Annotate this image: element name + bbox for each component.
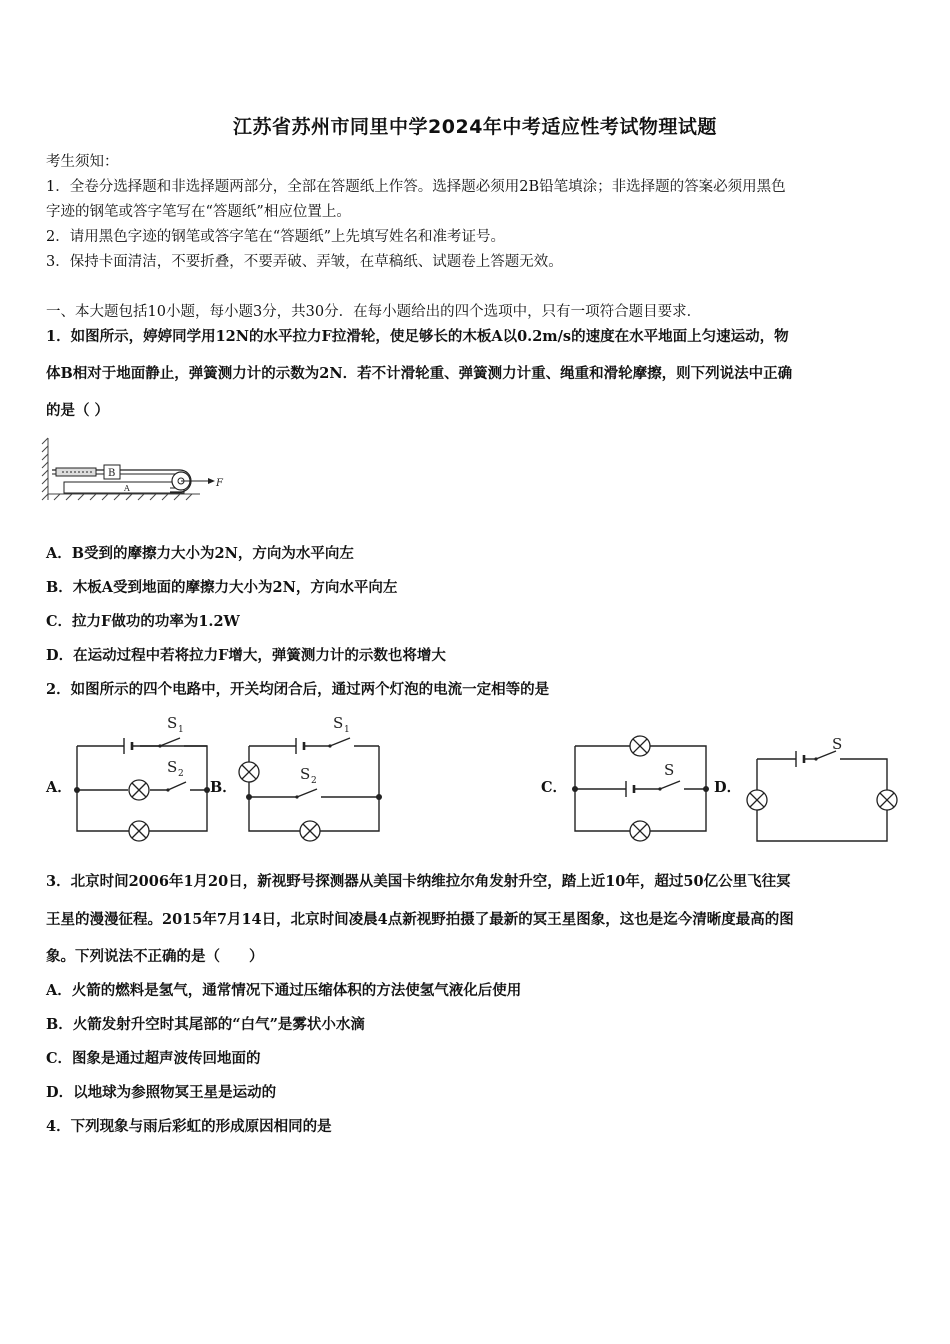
- q1-line-2: 体B相对于地面静止，弹簧测力计的示数为2N．若不计滑轮重、弹簧测力计重、绳重和滑轮摩擦，则下列说法中正确: [46, 365, 793, 382]
- circuit-c: [575, 746, 706, 831]
- q2-circuits: [0, 700, 950, 860]
- switch-label-a-s2: S: [167, 758, 178, 776]
- notice-heading: 考生须知：: [46, 154, 119, 170]
- switch-label-c-s: S: [664, 761, 675, 779]
- lamp-icon-a2: [129, 821, 149, 841]
- q1-line-1: 1．如图所示，婷婷同学用12N的水平拉力F拉滑轮，使足够长的木板A以0.2m/s的速度在水平地面上匀速运动，物: [46, 328, 789, 345]
- q1-option-d[interactable]: D．在运动过程中若将拉力F增大，弹簧测力计的示数也将增大: [46, 647, 446, 664]
- force-label: F: [216, 478, 223, 489]
- section-heading: 一、本大题包括10小题，每小题3分，共30分．在每小题给出的四个选项中，只有一项符合题目要求．: [46, 304, 702, 320]
- q4-stem: 4．下列现象与雨后彩虹的形成原因相同的是: [46, 1118, 332, 1135]
- q3-option-d[interactable]: D．以地球为参照物冥王星是运动的: [46, 1084, 277, 1101]
- q1-line-3: 的是（ ）: [46, 402, 110, 419]
- wall-hatch: [42, 438, 48, 500]
- q3-option-c[interactable]: C．图象是通过超声波传回地面的: [46, 1050, 261, 1067]
- q2-option-c-label[interactable]: C．: [541, 779, 568, 796]
- notice-item-3: 3．保持卡面清洁，不要折叠，不要弄破、弄皱，在草稿纸、试题卷上答题无效。: [46, 254, 563, 270]
- block-b-label: B: [108, 468, 116, 479]
- switch-label-b-s2: S: [300, 765, 311, 783]
- q1-option-c[interactable]: C．拉力F做功的功率为1.2W: [46, 613, 240, 630]
- q3-line-2: 王星的漫漫征程。2015年7月14日，北京时间凌晨4点新视野拍摄了最新的冥王星图象，这也是迄今清晰度最高的图: [46, 911, 794, 928]
- circuit-d: [757, 751, 887, 841]
- q3-option-b[interactable]: B．火箭发射升空时其尾部的“白气”是雾状小水滴: [46, 1016, 365, 1033]
- lamp-icon-b2: [300, 821, 320, 841]
- switch-label-b-s1: S: [333, 714, 344, 732]
- notice-item-2: 2．请用黑色字迹的钢笔或答字笔在“答题纸”上先填写姓名和准考证号。: [46, 229, 506, 245]
- switch-label-d-s: S: [832, 735, 843, 753]
- q2-option-d-label[interactable]: D．: [714, 779, 742, 796]
- lamp-icon-d1: [747, 790, 767, 810]
- lamp-icon-d2: [877, 790, 897, 810]
- svg-text:1: 1: [344, 725, 350, 735]
- q2-stem: 2．如图所示的四个电路中，开关均闭合后，通过两个灯泡的电流一定相等的是: [46, 681, 550, 698]
- q3-line-3: 象。下列说法不正确的是（ ）: [46, 948, 264, 965]
- q3-line-1: 3．北京时间2006年1月20日，新视野号探测器从美国卡纳维拉尔角发射升空，踏上近10年，超过50亿公里飞往冥: [46, 873, 791, 890]
- page-title: 江苏省苏州市同里中学2024年中考适应性考试物理试题: [233, 116, 717, 138]
- q2-option-a-label[interactable]: A．: [46, 779, 72, 796]
- notice-item-1: 1．全卷分选择题和非选择题两部分，全部在答题纸上作答。选择题必须用2B铅笔填涂；非选择题的答案必须用黑色: [46, 179, 786, 195]
- q3-option-a[interactable]: A．火箭的燃料是氢气，通常情况下通过压缩体积的方法使氢气液化后使用: [46, 982, 522, 999]
- switch-label-a-s1: S: [167, 714, 178, 732]
- lamp-icon-c2: [630, 821, 650, 841]
- q2-option-b-label[interactable]: B．: [210, 779, 237, 796]
- board-a-label: A: [124, 484, 130, 493]
- notice-item-1-cont: 字迹的钢笔或答字笔写在“答题纸”相应位置上。: [46, 204, 351, 220]
- lamp-icon-b1: [239, 762, 259, 782]
- q1-option-a[interactable]: A．B受到的摩擦力大小为2N，方向为水平向左: [46, 545, 354, 562]
- q1-option-b[interactable]: B．木板A受到地面的摩擦力大小为2N，方向水平向左: [46, 579, 398, 596]
- svg-text:1: 1: [178, 725, 184, 735]
- svg-text:2: 2: [178, 769, 184, 779]
- ground-hatch: [48, 494, 200, 500]
- lamp-icon-a1: [129, 780, 149, 800]
- lamp-icon-c1: [630, 736, 650, 756]
- svg-text:2: 2: [311, 776, 317, 786]
- q1-figure: [40, 430, 230, 505]
